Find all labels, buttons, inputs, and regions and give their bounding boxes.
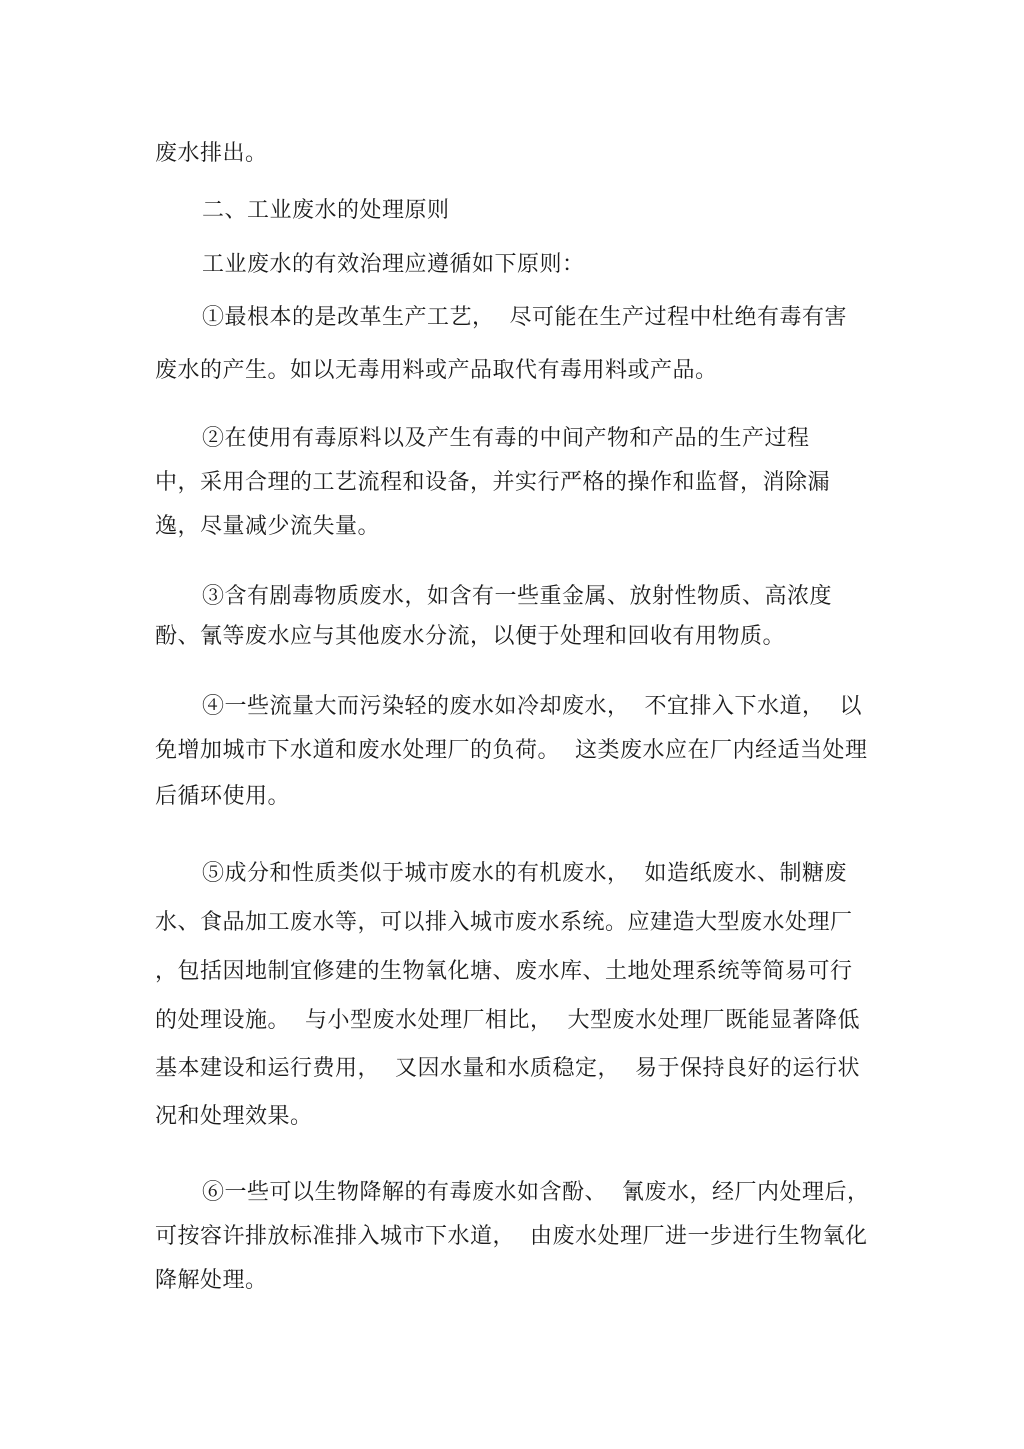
principle-3-line: ③含有剧毒物质废水，如含有一些重金属、放射性物质、高浓度: [202, 584, 833, 609]
principle-5-line: 的处理设施。 与小型废水处理厂相比， 大型废水处理厂既能显著降低: [155, 1008, 860, 1033]
principle-6-line: 可按容许排放标准排入城市下水道， 由废水处理厂进一步进行生物氧化: [155, 1224, 868, 1249]
principle-1-line: ①最根本的是改革生产工艺， 尽可能在生产过程中杜绝有毒有害: [202, 305, 847, 330]
text-line: 工业废水的有效治理应遵循如下原则：: [202, 252, 585, 277]
principle-4-line: ④一些流量大而污染轻的废水如冷却废水， 不宜排入下水道， 以: [202, 694, 862, 719]
principle-6-line: 降解处理。: [155, 1268, 268, 1293]
principle-3-line: 酚、氰等废水应与其他废水分流，以便于处理和回收有用物质。: [155, 624, 786, 649]
principle-6-line: ⑥一些可以生物降解的有毒废水如含酚、 氰废水，经厂内处理后，: [202, 1180, 870, 1205]
principle-1-line: 废水的产生。如以无毒用料或产品取代有毒用料或产品。: [155, 358, 718, 383]
principle-5-line: 基本建设和运行费用， 又因水量和水质稳定， 易于保持良好的运行状: [155, 1056, 860, 1081]
principle-2-line: 中，采用合理的工艺流程和设备，并实行严格的操作和监督，消除漏: [155, 470, 831, 495]
section-heading: 二、工业废水的处理原则: [202, 198, 450, 223]
principle-5-line: 况和处理效果。: [155, 1104, 313, 1129]
principle-5-line: 水、食品加工废水等，可以排入城市废水系统。应建造大型废水处理厂: [155, 910, 853, 935]
principle-4-line: 后循环使用。: [155, 784, 291, 809]
principle-5-line: ⑤成分和性质类似于城市废水的有机废水， 如造纸废水、制糖废: [202, 861, 847, 886]
principle-5-line: ，包括因地制宜修建的生物氧化塘、废水库、土地处理系统等简易可行: [155, 959, 853, 984]
principle-2-line: 逸，尽量减少流失量。: [155, 514, 381, 539]
principle-4-line: 免增加城市下水道和废水处理厂的负荷。 这类废水应在厂内经适当处理: [155, 738, 868, 763]
principle-2-line: ②在使用有毒原料以及产生有毒的中间产物和产品的生产过程: [202, 426, 810, 451]
text-line: 废水排出。: [155, 141, 268, 166]
